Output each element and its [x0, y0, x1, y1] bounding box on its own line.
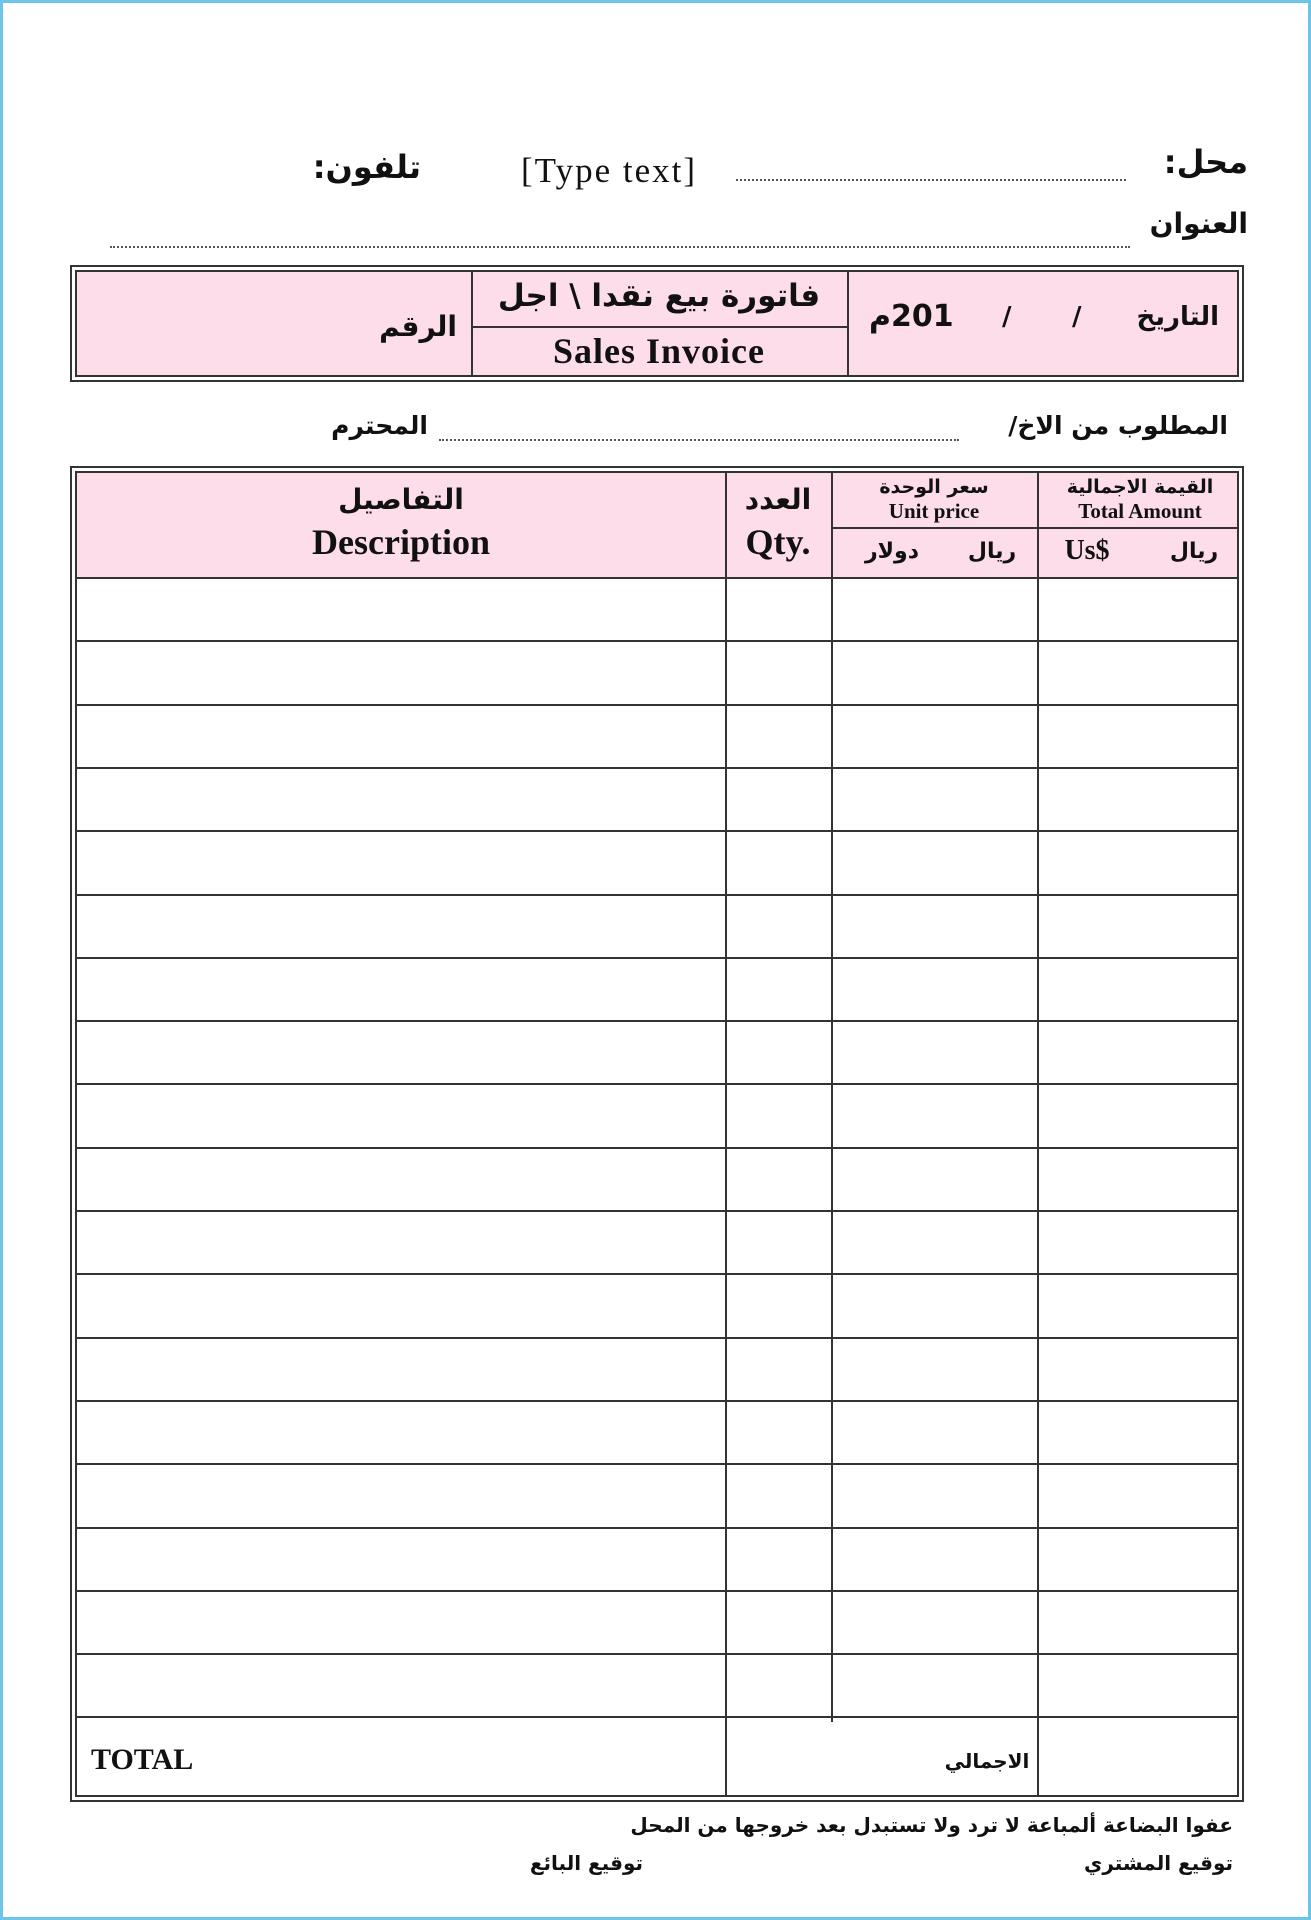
date-sep-2: / [1002, 302, 1012, 332]
table-row-line [77, 1337, 1237, 1339]
return-policy-notice: عفوا البضاعة ألمباعة لا ترد ولا تستبدل بعد خروجها من المحل [630, 1813, 1233, 1837]
seller-signature-label: توقيع البائع [529, 1851, 643, 1875]
items-table [70, 466, 1244, 1802]
total-label-en: TOTAL [91, 1743, 194, 1776]
total-amount-header-ar: القيمة الاجمالية [1066, 476, 1214, 498]
desc-header-en: Description [312, 522, 490, 562]
table-row-line [77, 894, 1237, 896]
desc-header-ar: التفاصيل [338, 483, 464, 516]
total-label-ar: الاجمالي [944, 1749, 1030, 1773]
shop-field[interactable] [736, 179, 1126, 181]
unit-price-header-ar: سعر الوحدة [879, 476, 989, 498]
unit-dollar-header: دولار [864, 539, 919, 564]
table-row-line [77, 640, 1237, 642]
qty-header-en: Qty. [745, 522, 811, 562]
table-row-line [77, 1020, 1237, 1022]
table-row-line [77, 1653, 1237, 1655]
table-row-line [77, 1527, 1237, 1529]
table-row-line [77, 1147, 1237, 1149]
shop-label: محل: [1163, 143, 1248, 181]
table-row-line [77, 767, 1237, 769]
table-row-line [77, 1210, 1237, 1212]
unit-price-header-en: Unit price [888, 499, 980, 523]
title-box [70, 265, 1244, 382]
table-row-line [77, 1716, 1237, 1718]
table-row-line [77, 1083, 1237, 1085]
address-label: العنوان [1149, 207, 1248, 240]
required-from-label: المطلوب من الاخ/ [1008, 411, 1228, 440]
buyer-signature-label: توقيع المشتري [1084, 1851, 1233, 1875]
customer-name-field[interactable] [439, 439, 959, 441]
table-row-line [77, 1273, 1237, 1275]
invoice-title-en: Sales Invoice [552, 331, 765, 371]
table-row-line [77, 1400, 1237, 1402]
date-sep-1: / [1072, 302, 1082, 332]
total-usd-header: Us$ [1064, 535, 1110, 566]
table-row-line [77, 957, 1237, 959]
table-row-line [77, 830, 1237, 832]
total-rial-header: ريال [1169, 539, 1219, 564]
address-field[interactable] [110, 246, 1130, 248]
date-year: 201م [869, 299, 954, 334]
total-amount-header-en: Total Amount [1078, 499, 1202, 523]
table-row-line [77, 1590, 1237, 1592]
qty-header-ar: العدد [744, 483, 812, 516]
table-row-line [77, 704, 1237, 706]
invoice-title-ar: فاتورة بيع نقدا \ اجل [497, 278, 821, 314]
placeholder-text[interactable]: [Type text] [521, 151, 698, 190]
table-row-line [77, 1463, 1237, 1465]
phone-label: تلفون: [312, 148, 421, 186]
date-label: التاريخ [1136, 302, 1219, 332]
unit-rial-header: ريال [967, 539, 1017, 564]
respected-label: المحترم [331, 411, 428, 440]
number-label: الرقم [379, 310, 457, 343]
